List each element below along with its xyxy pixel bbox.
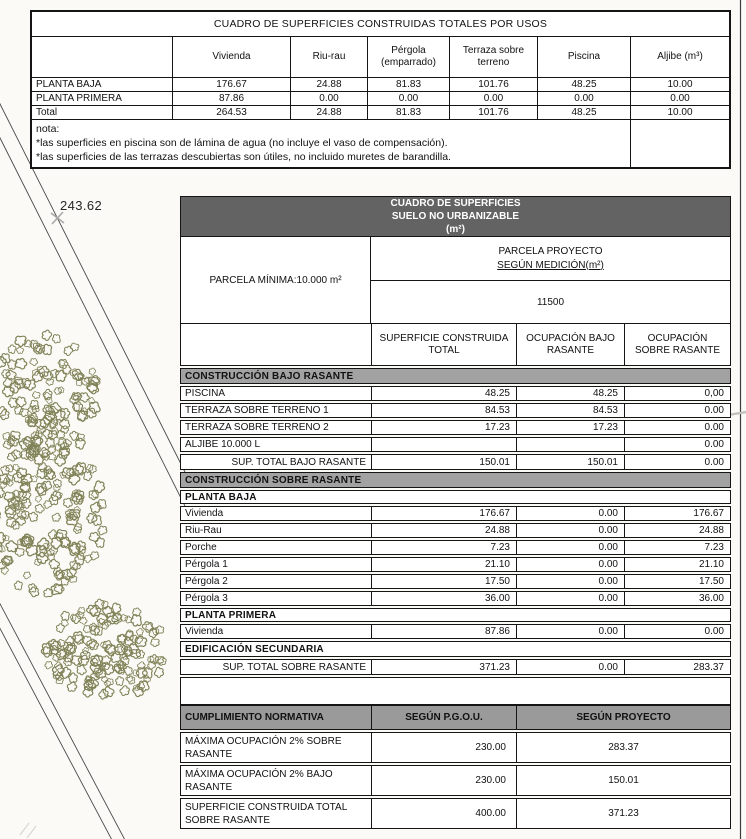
title-line: CUADRO DE SUPERFICIES <box>390 198 521 209</box>
row-label: TERRAZA SOBRE TERRENO 1 <box>185 405 329 416</box>
table-usos-title: CUADRO DE SUPERFICIES CONSTRUIDAS TOTALES POR USOS <box>32 12 729 37</box>
row-label: PLANTA BAJA <box>36 79 102 90</box>
parcela-proyecto-line: PARCELA PROYECTO <box>498 245 603 257</box>
row-porche <box>180 540 731 555</box>
value-cell: 87.86 <box>172 92 290 105</box>
row-total-bajo-rasante <box>180 454 731 470</box>
row-label: Vivienda <box>185 626 224 637</box>
value-cell: 176.67 <box>624 507 730 520</box>
value-cell: 371.23 <box>371 660 516 674</box>
row-label: Pérgola 3 <box>185 593 228 604</box>
value-cell: 17.50 <box>371 575 516 588</box>
value-cell: 81.83 <box>367 78 449 91</box>
row-vivienda-pp <box>180 624 731 639</box>
row-total <box>32 106 729 120</box>
table-cumplimiento-normativa <box>180 705 731 829</box>
value-cell: 0.00 <box>516 524 624 537</box>
value-cell: 0.00 <box>624 625 730 638</box>
parcela-row <box>180 236 731 324</box>
value-cell: 0.00 <box>290 92 367 105</box>
col-header-pgou: SEGÚN P.G.O.U. <box>371 706 516 729</box>
note-text <box>32 120 630 167</box>
section-construccion-sobre-rasante: CONSTRUCCIÓN SOBRE RASANTE <box>180 472 731 488</box>
parcela-proyecto-box <box>370 236 731 324</box>
row-label: ALJIBE 10.000 L <box>185 439 261 450</box>
value-cell: 101.76 <box>449 106 537 119</box>
value-cell: 24.88 <box>290 78 367 91</box>
row-planta-baja <box>32 78 729 92</box>
row-maxima-ocupacion-bajo <box>180 765 731 796</box>
row-superficie-construida-total <box>180 798 731 829</box>
value-cell: 48.25 <box>516 387 624 400</box>
value-cell: 0.00 <box>624 438 730 451</box>
table-superficies-usos <box>30 10 731 169</box>
parcela-minima-cell: PARCELA MÍNIMA:10.000 m² <box>180 236 371 324</box>
value-cell: 0.00 <box>624 455 730 469</box>
row-label: Pérgola 2 <box>185 576 228 587</box>
title-line: (m²) <box>446 224 465 235</box>
value-cell: 0.00 <box>516 558 624 571</box>
value-cell: 24.88 <box>371 524 516 537</box>
survey-cross-icon <box>51 212 64 224</box>
hatch-marks <box>20 823 36 838</box>
note-label: nota: <box>36 123 60 135</box>
row-label: PISCINA <box>185 388 226 399</box>
value-cell <box>516 438 624 451</box>
value-cell: 230.00 <box>371 733 516 762</box>
title-line: SUELO NO URBANIZABLE <box>391 211 520 222</box>
table-suelo-title <box>180 196 731 237</box>
value-cell: 283.37 <box>624 660 730 674</box>
value-cell: 7.23 <box>371 541 516 554</box>
note-section <box>32 120 729 167</box>
row-pergola-2 <box>180 574 731 589</box>
value-cell: 17.23 <box>516 421 624 434</box>
row-label: TERRAZA SOBRE TERRENO 2 <box>185 422 329 433</box>
value-cell: 176.67 <box>172 78 290 91</box>
note-line: *las superficies en piscina son de lámina de agua (no incluye el vaso de compensación). <box>36 137 448 149</box>
value-cell: 10.00 <box>630 106 729 119</box>
subheader-planta-primera: PLANTA PRIMERA <box>180 608 731 622</box>
value-cell: 283.37 <box>516 733 730 762</box>
value-cell: 48.25 <box>371 387 516 400</box>
value-cell: 17.23 <box>371 421 516 434</box>
table-suelo-no-urbanizable <box>180 196 731 705</box>
value-cell: 0.00 <box>624 404 730 417</box>
value-cell: 0.00 <box>630 92 729 105</box>
value-cell: 101.76 <box>449 78 537 91</box>
col-header-superficie-construida: SUPERFICIE CONSTRUIDA TOTAL <box>371 324 516 365</box>
value-cell: 150.01 <box>516 455 624 469</box>
row-label: SUP. TOTAL BAJO RASANTE <box>231 456 366 468</box>
row-riu-rau <box>180 523 731 538</box>
dimension-label: 243.62 <box>60 198 103 213</box>
tree-clusters <box>0 329 168 701</box>
value-cell: 0.00 <box>516 507 624 520</box>
value-cell: 7.23 <box>624 541 730 554</box>
row-label: Vivienda <box>185 508 224 519</box>
value-cell: 0.00 <box>516 541 624 554</box>
row-label: MÁXIMA OCUPACIÓN 2% BAJO RASANTE <box>185 768 333 793</box>
value-cell: 176.67 <box>371 507 516 520</box>
value-cell: 0.00 <box>537 92 630 105</box>
road-lower <box>0 600 126 839</box>
row-label: MÁXIMA OCUPACIÓN 2% SOBRE RASANTE <box>185 735 342 760</box>
value-cell: 0.00 <box>624 421 730 434</box>
col-header-cumplimiento: CUMPLIMIENTO NORMATIVA <box>185 712 324 723</box>
value-cell: 48.25 <box>537 106 630 119</box>
subheader-planta-baja: PLANTA BAJA <box>180 490 731 504</box>
note-line: *las superficies de las terrazas descubiertas son útiles, no incluido muretes de barandilla. <box>36 151 451 163</box>
value-cell: 0.00 <box>516 575 624 588</box>
row-label: Pérgola 1 <box>185 559 228 570</box>
row-label: SUP. TOTAL SOBRE RASANTE <box>222 661 366 673</box>
value-cell: 0,00 <box>624 387 730 400</box>
value-cell: 150.01 <box>371 455 516 469</box>
value-cell: 0.00 <box>516 625 624 638</box>
value-cell: 10.00 <box>630 78 729 91</box>
col-header-piscina: Piscina <box>537 37 630 77</box>
row-label: Riu-Rau <box>185 525 222 536</box>
value-cell: 400.00 <box>371 799 516 828</box>
value-cell <box>371 438 516 451</box>
row-label: SUPERFICIE CONSTRUIDA TOTAL SOBRE RASANTE <box>185 801 347 826</box>
row-pergola-1 <box>180 557 731 572</box>
row-pergola-3 <box>180 591 731 606</box>
value-cell: 264.53 <box>172 106 290 119</box>
value-cell: 84.53 <box>371 404 516 417</box>
row-label: Porche <box>185 542 217 553</box>
value-cell: 36.00 <box>371 592 516 605</box>
value-cell: 21.10 <box>624 558 730 571</box>
value-cell: 84.53 <box>516 404 624 417</box>
value-cell: 81.83 <box>367 106 449 119</box>
value-cell: 21.10 <box>371 558 516 571</box>
value-cell: 24.88 <box>290 106 367 119</box>
subheader-edificacion-secundaria: EDIFICACIÓN SECUNDARIA <box>180 641 731 657</box>
value-cell: 371.23 <box>516 799 730 828</box>
row-aljibe <box>180 437 731 452</box>
col-header-ocupacion-bajo: OCUPACIÓN BAJO RASANTE <box>516 324 624 365</box>
row-label: PLANTA PRIMERA <box>36 93 122 104</box>
row-total-sobre-rasante <box>180 659 731 675</box>
note-empty-cell <box>630 120 729 167</box>
value-cell: 24.88 <box>624 524 730 537</box>
value-cell: 0.00 <box>449 92 537 105</box>
section-construccion-bajo-rasante: CONSTRUCCIÓN BAJO RASANTE <box>180 368 731 384</box>
value-cell: 48.25 <box>537 78 630 91</box>
parcela-proyecto-header <box>371 237 730 281</box>
row-planta-primera <box>32 92 729 106</box>
col-header-vivienda: Vivienda <box>172 37 290 77</box>
value-cell: 0.00 <box>516 660 624 674</box>
col-header-riu-rau: Riu-rau <box>290 37 367 77</box>
header-empty <box>32 37 172 77</box>
parcela-value: 11500 <box>536 296 565 308</box>
col-header-terraza: Terraza sobre terreno <box>449 37 537 77</box>
value-cell: 0.00 <box>516 592 624 605</box>
col-header-proyecto: SEGÚN PROYECTO <box>516 706 730 729</box>
table-suelo-column-headers <box>180 323 731 366</box>
row-label: Total <box>36 107 58 118</box>
normativa-header-row <box>180 705 731 730</box>
value-cell: 17.50 <box>624 575 730 588</box>
value-cell: 36.00 <box>624 592 730 605</box>
value-cell: 0.00 <box>367 92 449 105</box>
empty-spacer-row <box>180 677 731 705</box>
row-maxima-ocupacion-sobre <box>180 732 731 763</box>
header-empty <box>181 324 371 365</box>
row-piscina <box>180 386 731 401</box>
segun-medicion-line: SEGÚN MEDICIÓN(m²) <box>497 259 604 271</box>
col-header-aljibe: Aljibe (m³) <box>630 37 729 77</box>
col-header-pergola: Pérgola (emparrado) <box>367 37 449 77</box>
row-terraza-2 <box>180 420 731 435</box>
row-terraza-1 <box>180 403 731 418</box>
value-cell: 150.01 <box>516 766 730 795</box>
value-cell: 230.00 <box>371 766 516 795</box>
row-vivienda-pb <box>180 506 731 521</box>
col-header-ocupacion-sobre: OCUPACIÓN SOBRE RASANTE <box>624 324 730 365</box>
table-usos-header-row <box>32 37 729 78</box>
value-cell: 87.86 <box>371 625 516 638</box>
